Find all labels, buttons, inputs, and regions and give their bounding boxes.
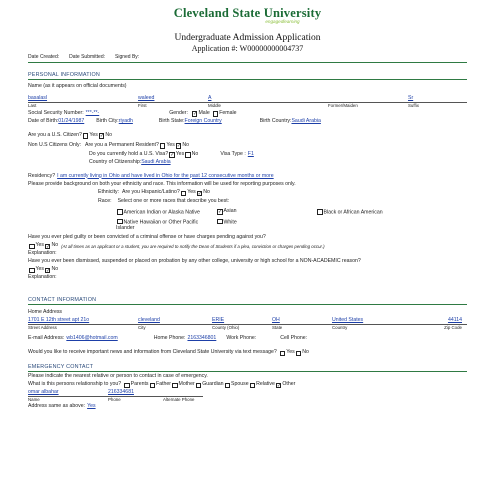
citizen-no-checkbox[interactable]: ✓ xyxy=(99,133,105,140)
date-created-label: Date Created: xyxy=(28,53,60,60)
perm-resident-row: Non U.S Citizens Only: Are you a Permanent Resident? Yes ✓ No xyxy=(28,141,189,150)
race-option[interactable]: Black or African American xyxy=(316,209,416,216)
last-name-value[interactable]: basalasl xyxy=(28,94,48,101)
same-address-value[interactable]: Yes xyxy=(87,403,96,410)
logo-tagline: engagedlearning xyxy=(265,19,300,25)
relationship-row: What is this persons relationship to you? Parents Father Mother Guardian Spouse Relative ✓ Other xyxy=(28,381,296,389)
hispanic-no-checkbox[interactable]: ✓ xyxy=(197,190,202,197)
ssn-gender-row: Social Security Number: ***-**- Gender: ✓ Male Female xyxy=(28,109,237,118)
name-intro: Name (as it appears on official documents) xyxy=(28,82,127,89)
rel-spouse-checkbox[interactable] xyxy=(225,383,231,389)
page-title: Undergraduate Admission Application xyxy=(174,32,321,43)
ssn-value[interactable]: ***-**- xyxy=(85,109,100,116)
residency-row: Residency? I am currently living in Ohio and have lived in Ohio for the past 12 consecutive months or more xyxy=(28,172,274,179)
text-yes-checkbox[interactable] xyxy=(280,351,286,357)
race-option[interactable]: ✓Asian xyxy=(218,208,237,216)
visa-no-checkbox[interactable] xyxy=(185,152,191,158)
email-value[interactable]: wb1406@hotmail.com xyxy=(66,335,118,342)
middle-name-value[interactable]: A xyxy=(208,94,212,101)
home-address-label: Home Address xyxy=(28,309,63,316)
signed-by-label: Signed By: xyxy=(115,53,140,60)
citizen-row: Are you a U.S. Citizen? Yes ✓ No xyxy=(28,131,113,140)
visa-row: Do you currently hold a U.S. Visa? ✓ Yes No Visa Type : F1 xyxy=(89,150,254,159)
same-address-row: Address same as above: Yes xyxy=(28,403,96,410)
emergency-phone-value[interactable]: 216334681 xyxy=(108,389,134,396)
visa-yes-checkbox[interactable]: ✓ xyxy=(170,152,175,159)
birth-country-value[interactable]: Saudi Arabia xyxy=(291,117,321,124)
rel-relative-checkbox[interactable] xyxy=(250,383,256,389)
date-submitted-label: Date Submitted: xyxy=(69,53,105,60)
former-name-value[interactable] xyxy=(328,96,408,102)
university-logo xyxy=(28,0,467,25)
first-name-value[interactable]: waleed xyxy=(138,94,155,101)
dismissed-question: Have you ever been dismissed, suspended or placed on probation by any other college, university or high school for a NON-ACADEMIC reason? xyxy=(28,258,361,265)
suffix-value[interactable]: Sr xyxy=(408,94,414,101)
dismissed-no-checkbox[interactable]: ✓ xyxy=(45,267,51,274)
citizenship-value[interactable]: Saudi Arabia xyxy=(141,158,171,165)
name-values-row xyxy=(28,96,467,103)
text-message-row: Would you like to receive important news and information from Cleveland State University via text message? Yes No xyxy=(28,349,309,356)
county-value[interactable]: ERIE xyxy=(212,317,225,324)
emergency-values-row xyxy=(28,390,467,396)
application-number: Application #: W00000000004737 xyxy=(191,43,304,53)
dob-value[interactable]: 01/24/1987 xyxy=(58,117,85,124)
ethnicity-row: Ethnicity: Are you Hispanic/Latino? Yes ✓ No xyxy=(98,189,210,197)
race-option[interactable]: Native Hawaiian or Other Pacific Islander xyxy=(116,219,199,232)
address-values-row xyxy=(28,318,467,325)
birth-state-value[interactable]: Foreign Country xyxy=(184,117,222,124)
contact-info-heading: CONTACT INFORMATION xyxy=(28,297,467,305)
emergency-name-value[interactable]: omar albahar xyxy=(28,389,59,396)
background-intro: Please provide background on both your ethnicity and race. This information will be used for reporting purposes only. xyxy=(28,180,296,187)
zip-value[interactable]: 44114 xyxy=(447,317,462,324)
dismissed-answer-row: Yes ✓ No xyxy=(28,267,467,273)
race-options xyxy=(116,209,467,232)
logo-name: Cleveland State University xyxy=(173,6,322,20)
dismissed-yes-checkbox[interactable] xyxy=(29,268,35,274)
state-value[interactable]: OH xyxy=(272,317,280,324)
citizen-yes-checkbox[interactable] xyxy=(83,133,89,139)
gender-male-checkbox[interactable]: ✓ xyxy=(192,111,198,118)
rel-mother-checkbox[interactable] xyxy=(172,383,178,389)
phone-email-row: E-mail Address: wb1406@hotmail.com Home Phone: 2163346801 Work Phone: Cell Phone: xyxy=(28,335,308,342)
criminal-question: Have you ever pled guilty or been convicted of a criminal offense or have charges pending against you? xyxy=(28,234,266,241)
personal-info-heading: PERSONAL INFORMATION xyxy=(28,72,467,80)
perm-res-no-checkbox[interactable]: ✓ xyxy=(176,143,182,150)
criminal-answer-row: Yes ✓ No (At all times as an applicant or a student, you are required to notify the Dean of Students if a plea, conviction or charges pending occur.) xyxy=(28,243,467,249)
dismissed-explanation-label: Explanation: xyxy=(28,274,57,281)
text-no-checkbox[interactable] xyxy=(296,351,302,357)
gender-female-checkbox[interactable] xyxy=(213,111,219,117)
rel-father-checkbox[interactable] xyxy=(150,383,156,389)
date-row xyxy=(28,55,467,63)
emergency-labels-row: Name Phone Alternate Phone xyxy=(28,396,203,402)
street-value[interactable]: 1701 E 12th street apt 21o xyxy=(28,317,90,324)
country-value[interactable]: United States xyxy=(332,317,364,324)
race-option[interactable]: White xyxy=(216,219,316,232)
perm-res-yes-checkbox[interactable] xyxy=(160,143,166,149)
criminal-yes-checkbox[interactable] xyxy=(29,244,35,250)
emergency-contact-heading: EMERGENCY CONTACT xyxy=(28,364,467,372)
address-labels-row: Street Address City County (Ohio) State Country Zip Code xyxy=(28,325,462,331)
home-phone-value[interactable]: 2163346801 xyxy=(187,335,217,342)
hispanic-yes-checkbox[interactable] xyxy=(181,191,187,197)
rel-parents-checkbox[interactable] xyxy=(124,383,130,389)
residency-value[interactable]: I am currently living in Ohio and have lived in Ohio for the past 12 consecutive months or more xyxy=(57,172,274,179)
race-option[interactable]: American Indian or Alaska Native xyxy=(116,209,216,216)
criminal-explanation-label: Explanation: xyxy=(28,250,57,257)
race-intro-row: Race: Select one or more races that describe you best: xyxy=(98,198,230,205)
citizenship-row: Country of Citizenship: Saudi Arabia xyxy=(89,158,171,165)
rel-guardian-checkbox[interactable] xyxy=(196,383,202,389)
visa-type-value[interactable]: F1 xyxy=(247,150,254,157)
emergency-intro: Please indicate the nearest relative or person to contact in case of emergency. xyxy=(28,373,208,380)
birth-city-value[interactable]: riyadh xyxy=(118,117,133,124)
name-labels-row: Last First Middle Former/Maiden Suffix xyxy=(28,102,419,108)
birth-row: Date of Birth: 01/24/1987 Birth City: riyadh Birth State: Foreign Country Birth Country: Saudi Arabia xyxy=(28,117,321,124)
criminal-no-checkbox[interactable]: ✓ xyxy=(45,243,51,250)
rel-other-checkbox[interactable]: ✓ xyxy=(276,382,282,389)
criminal-note: (At all times as an applicant or a student, you are required to notify the Dean of Students if a plea, conviction or charges pending occur.) xyxy=(61,244,325,250)
city-value[interactable]: cleveland xyxy=(138,317,160,324)
